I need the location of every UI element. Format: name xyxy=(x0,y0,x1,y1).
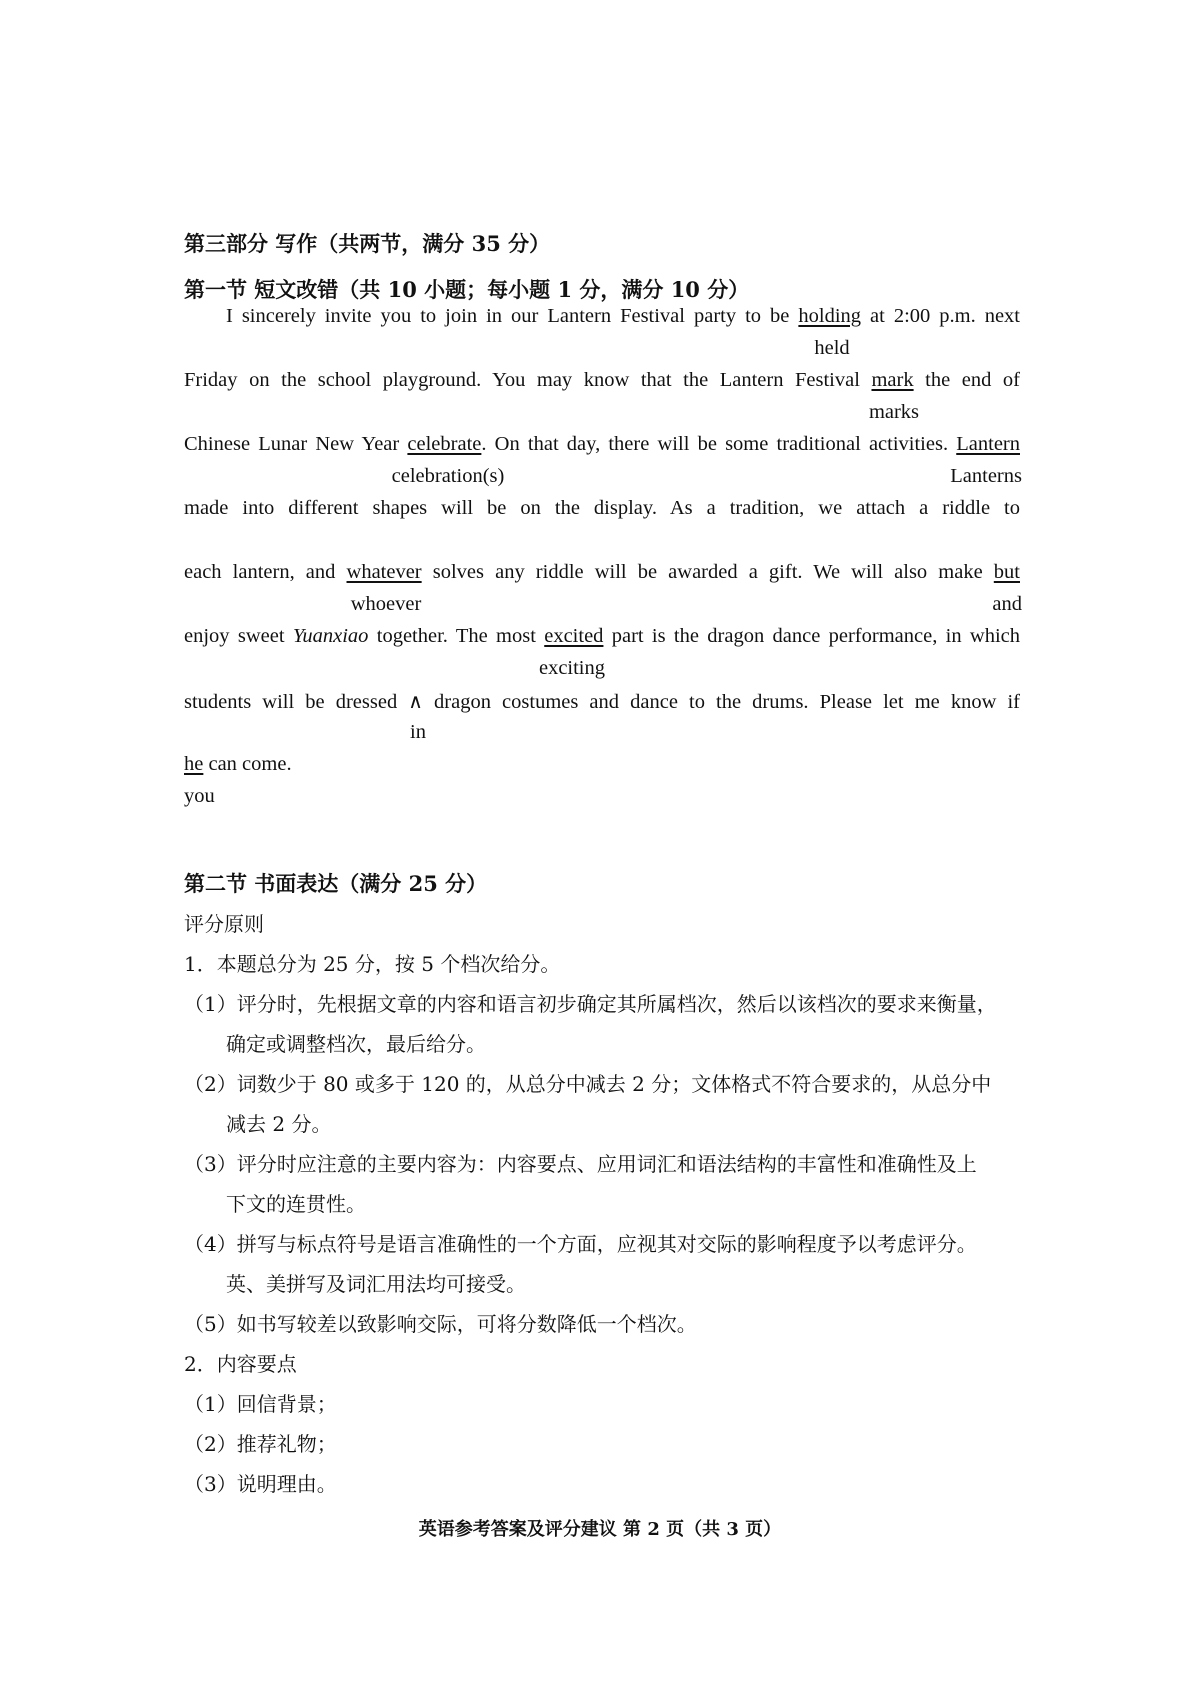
rule-1-4: （4）拼写与标点符号是语言准确性的一个方面，应视其对交际的影响程度予以考虑评分。 xyxy=(184,1232,977,1256)
passage-line-2: Friday on the school playground. You may know that the Lantern Festival mark the end of xyxy=(184,369,1020,391)
error-whatever: whatever xyxy=(346,561,422,583)
correction-in: in xyxy=(410,721,426,743)
rule-1-3-cont: 下文的连贯性。 xyxy=(226,1192,366,1216)
rule-2: 2．内容要点 xyxy=(184,1352,297,1376)
rule-1-5: （5）如书写较差以致影响交际，可将分数降低一个档次。 xyxy=(184,1312,697,1336)
scoring-principle-label: 评分原则 xyxy=(184,912,264,936)
passage-line-3: Chinese Lunar New Year celebrate. On that day, there will be some traditional activities. Lantern xyxy=(184,433,1020,455)
error-but: but xyxy=(993,561,1020,583)
point-2: （2）推荐礼物； xyxy=(184,1432,337,1456)
error-holding: holding xyxy=(798,305,862,327)
insertion-caret: ∧ xyxy=(408,689,423,713)
rule-1-4-cont: 英、美拼写及词汇用法均可接受。 xyxy=(226,1272,526,1296)
correction-marks: marks xyxy=(868,401,920,423)
correction-you: you xyxy=(184,785,215,807)
rule-1-1: （1）评分时，先根据文章的内容和语言初步确定其所属档次，然后以该档次的要求来衡量， xyxy=(184,992,997,1016)
section1-heading: 第一节 短文改错（共 10 小题；每小题 1 分，满分 10 分） xyxy=(184,277,750,302)
rule-1-2: （2）词数少于 80 或多于 120 的，从总分中减去 2 分；文体格式不符合要求的，从总分中 xyxy=(184,1072,992,1096)
error-excited: excited xyxy=(544,625,604,647)
passage-line-1: I sincerely invite you to join in our Lantern Festival party to be holding at 2:00 p.m. next xyxy=(226,305,1020,327)
passage-line-4: made into different shapes will be on the display. As a tradition, we attach a riddle to xyxy=(184,497,1020,519)
rule-1: 1．本题总分为 25 分，按 5 个档次给分。 xyxy=(184,952,561,976)
point-3: （3）说明理由。 xyxy=(184,1472,337,1496)
rule-1-2-cont: 减去 2 分。 xyxy=(226,1112,332,1136)
passage-line-7: students will be dressed ∧ dragon costumes and dance to the drums. Please let me know if xyxy=(184,689,1021,713)
correction-held: held xyxy=(814,337,850,359)
error-celebrate: celebrate xyxy=(407,433,482,455)
correction-exciting: exciting xyxy=(538,657,606,679)
part3-heading: 第三部分 写作（共两节，满分 35 分） xyxy=(184,231,551,256)
passage-line-6: enjoy sweet Yuanxiao together. The most excited part is the dragon dance performance, in which xyxy=(184,625,1020,647)
rule-1-3: （3）评分时应注意的主要内容为：内容要点、应用词汇和语法结构的丰富性和准确性及上 xyxy=(184,1152,977,1176)
correction-lanterns: Lanterns xyxy=(950,465,1022,487)
correction-whoever: whoever xyxy=(350,593,422,615)
correction-celebrations: celebration(s) xyxy=(391,465,505,487)
section2-heading: 第二节 书面表达（满分 25 分） xyxy=(184,871,488,896)
page-footer: 英语参考答案及评分建议 第 2 页（共 3 页） xyxy=(418,1519,782,1540)
error-lantern: Lantern xyxy=(956,433,1020,455)
point-1: （1）回信背景； xyxy=(184,1392,337,1416)
error-he: he xyxy=(184,753,204,775)
error-mark: mark xyxy=(871,369,914,391)
correction-and: and xyxy=(992,593,1022,615)
passage-line-8: he can come. xyxy=(184,753,292,775)
passage-line-5: each lantern, and whatever solves any riddle will be awarded a gift. We will also make but xyxy=(184,561,1020,583)
rule-1-1-cont: 确定或调整档次，最后给分。 xyxy=(226,1032,486,1056)
